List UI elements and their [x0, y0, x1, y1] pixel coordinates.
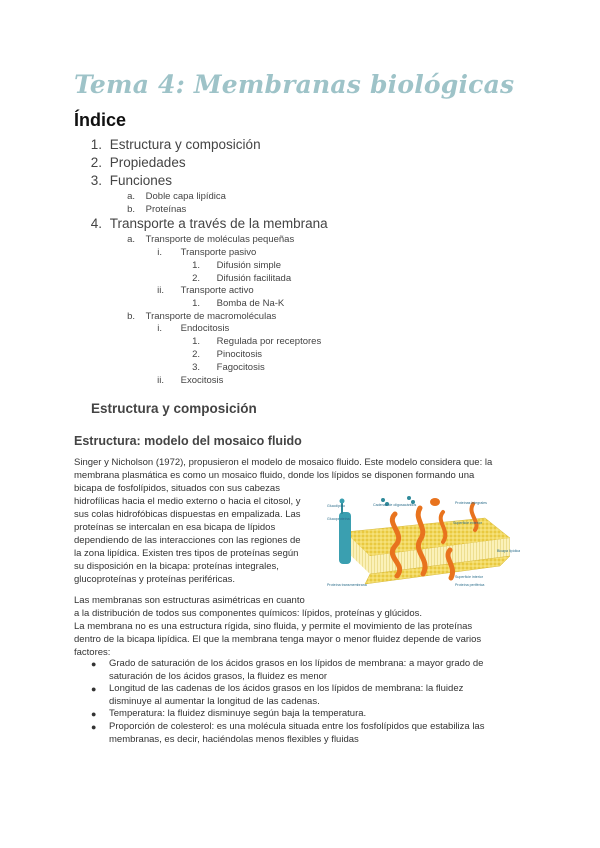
page-title: Tema 4: Membranas biológicas [74, 70, 515, 99]
section-heading: Estructura y composición [91, 401, 257, 416]
list-item: ● Proporción de colesterol: es una molécula situada entre los fosfolípidos que estabiliza las membranas, es decir, haciéndolas menos flexibles y fluidas [91, 720, 485, 745]
toc-item: i. Endocitosis [157, 323, 230, 334]
list-item: ● Temperatura: la fluidez disminuye según baja la temperatura. [91, 708, 367, 720]
figure-label-peripheral: Proteína periférica [455, 583, 485, 587]
figure-label-outer: Superficie exterior [453, 521, 482, 525]
fluidity-factors-list [91, 658, 521, 746]
toc-item: 4. Transporte a través de la membrana [90, 216, 328, 231]
toc-item: b. Proteínas [127, 204, 187, 215]
toc-item: i. Transporte pasivo [157, 247, 257, 258]
list-item: ● Grado de saturación de los ácidos grasos en los lípidos de membrana: a mayor grado de saturación de los ácidos grasos, la fluidez es menor [91, 658, 484, 682]
index-heading: Índice [74, 110, 127, 130]
toc-item: 3. Fagocitosis [192, 362, 265, 373]
toc-item: 2. Pinocitosis [192, 349, 263, 360]
toc-item: 1. Difusión simple [192, 260, 282, 271]
figure-label-bilayer: Bicapa lipídica [497, 549, 520, 553]
toc-item: 1. Bomba de Na-K [192, 298, 285, 309]
toc-item: ii. Exocitosis [157, 375, 224, 386]
figure-label-integral: Proteínas integrales [455, 501, 487, 505]
subsection-heading: Estructura: modelo del mosaico fluido [74, 434, 302, 448]
toc-item: 1. Estructura y composición [90, 137, 261, 152]
toc-item: ii. Transporte activo [157, 285, 254, 296]
toc-item: 3. Funciones [90, 173, 173, 188]
figure-label-glycoprotein: Glucoproteína [327, 517, 350, 521]
figure-label-transmembrane: Proteína transmembrana [327, 583, 367, 587]
figure-label-inner: Superficie interior [455, 575, 483, 579]
toc-item: a. Transporte de moléculas pequeñas [127, 234, 295, 245]
figure-label-chains: Cadenas de oligosacáridos [373, 503, 417, 507]
membrane-diagram [325, 494, 520, 594]
list-item: ● Longitud de las cadenas de los ácidos grasos en los lípidos de membrana: la fluidez disminuye al aumentar la longitud de las cadenas. [91, 683, 464, 707]
toc-item: 2. Difusión facilitada [192, 273, 292, 284]
toc-item: 2. Propiedades [90, 155, 186, 170]
figure-label-glucolipid: Glucolípido [327, 504, 345, 508]
toc-item: a. Doble capa lipídica [127, 191, 226, 202]
toc-item: 1. Regulada por receptores [192, 336, 322, 347]
toc-item: b. Transporte de macromoléculas [127, 311, 277, 322]
